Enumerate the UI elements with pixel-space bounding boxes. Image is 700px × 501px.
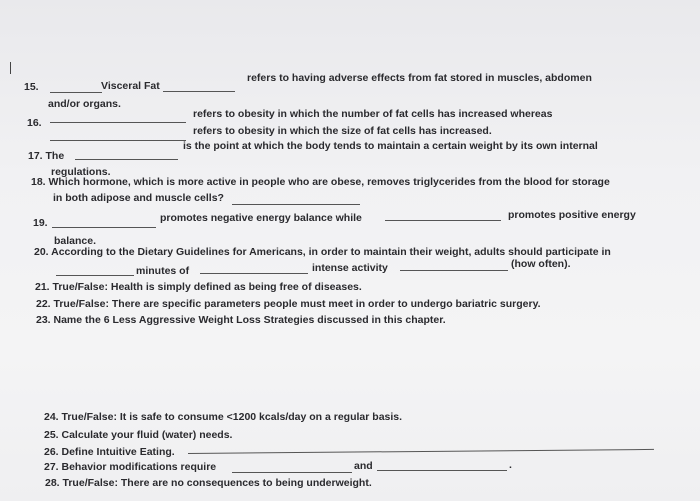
q27-blank-a[interactable] <box>232 472 352 473</box>
q19-blank-a[interactable] <box>52 227 156 228</box>
q15-answer: Visceral Fat <box>101 80 160 92</box>
q16-text-b: refers to obesity in which the size of fat cells has increased. <box>193 125 492 137</box>
q17-number: 17. The <box>28 150 65 162</box>
q15-text: refers to having adverse effects from fat stored in muscles, abdomen <box>247 72 592 84</box>
q18-continued: in both adipose and muscle cells? <box>53 192 224 204</box>
q16-text-a: refers to obesity in which the number of fat cells has increased whereas <box>193 108 553 120</box>
q27-text: 27. Behavior modifications require <box>44 461 217 473</box>
q17-blank[interactable] <box>75 159 178 160</box>
q15-blank-left[interactable] <box>50 92 102 93</box>
q21-text: 21. True/False: Health is simply defined as being free of diseases. <box>35 281 362 293</box>
q15-number: 15. <box>24 81 39 93</box>
q23-text: 23. Name the 6 Less Aggressive Weight Loss Strategies discussed in this chapter. <box>36 314 446 326</box>
q20-intense-activity: intense activity <box>312 262 388 274</box>
q17-text: is the point at which the body tends to maintain a certain weight by its own internal <box>183 140 598 152</box>
q16-number: 16. <box>27 117 42 129</box>
q19-blank-b[interactable] <box>385 220 501 221</box>
q26-blank[interactable] <box>188 449 654 454</box>
q22-text: 22. True/False: There are specific parameters people must meet in order to undergo bariatric surgery. <box>36 298 541 310</box>
q26-text: 26. Define Intuitive Eating. <box>44 446 175 458</box>
q19-number: 19. <box>33 217 48 229</box>
q20-blank-minutes[interactable] <box>56 275 134 276</box>
q15-continued: and/or organs. <box>48 98 121 110</box>
q19-continued: balance. <box>54 235 97 247</box>
margin-mark <box>10 62 11 74</box>
q20-blank-frequency[interactable] <box>400 270 508 271</box>
q28-text: 28. True/False: There are no consequences to being underweight. <box>45 477 372 489</box>
q25-text: 25. Calculate your fluid (water) needs. <box>44 429 233 441</box>
q20-text: 20. According to the Dietary Guidelines for Americans, in order to maintain their weight, adults should participate in <box>34 246 611 258</box>
q19-text-b: promotes positive energy <box>508 209 636 221</box>
q24-text: 24. True/False: It is safe to consume <1200 kcals/day on a regular basis. <box>44 411 403 423</box>
q20-how-often: (how often). <box>511 258 571 270</box>
q19-text-a: promotes negative energy balance while <box>160 212 362 224</box>
q17-continued: regulations. <box>51 166 111 178</box>
q27-and: and <box>354 460 373 472</box>
q15-blank-right[interactable] <box>163 91 235 92</box>
q16-blank-b[interactable] <box>50 140 186 141</box>
q27-blank-b[interactable] <box>377 470 507 471</box>
q18-text: 18. Which hormone, which is more active in people who are obese, removes triglycerides from the blood for storage <box>31 176 610 188</box>
q16-blank-a[interactable] <box>50 122 186 123</box>
q18-blank[interactable] <box>232 204 360 205</box>
q27-period: . <box>509 459 512 471</box>
q20-blank-intensity[interactable] <box>200 273 308 274</box>
q20-minutes-of: minutes of <box>136 265 190 277</box>
